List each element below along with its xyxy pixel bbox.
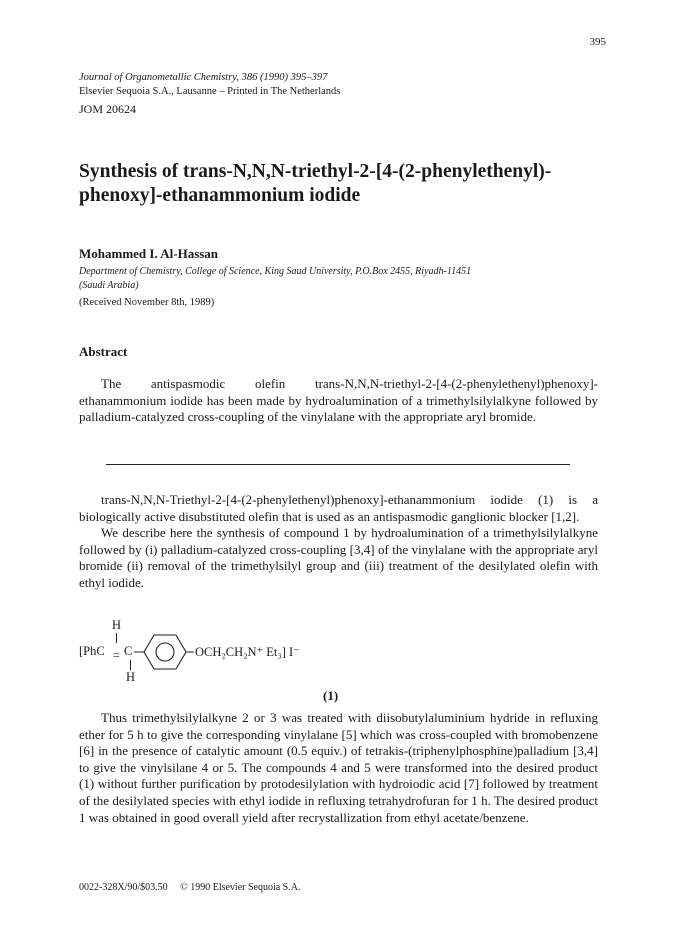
journal-header — [79, 71, 340, 99]
author-name: Mohammed I. Al-Hassan — [79, 246, 219, 261]
paragraph-1: trans-N,N,N-Triethyl-2-[4-(2-phenylethenyl)phenoxy]-ethanammonium iodide (1) is a biologically active disubstituted olefin that is used as an antispasmodic ganglionic blocker [1,2]. — [79, 492, 598, 524]
structure-bond-bottom — [130, 660, 131, 670]
received-date: (Received November 8th, 1989) — [79, 297, 215, 308]
chemical-structure — [79, 618, 379, 688]
structure-c: C — [124, 644, 133, 658]
paragraph-2: We describe here the synthesis of compound 1 by hydroalumination of a trimethylsilylalkyne followed by (i) palladium-catalyzed cross-coupling [3,4] of the vinylalane with the appropriate aryl bromide (ii) removal of the trimethylsilyl group and (iii) treatment of the desilylated olefin with ethyl iodide. — [79, 525, 598, 590]
compound-label: (1) — [323, 688, 339, 703]
structure-bond-top — [116, 633, 117, 643]
footer-copyright: 0022-328X/90/$03.50 © 1990 Elsevier Sequoia S.A. — [79, 882, 301, 893]
journal-citation: Journal of Organometallic Chemistry, 386 (1990) 395–397 — [79, 72, 328, 83]
article-code: JOM 20624 — [79, 102, 137, 116]
article-title: Synthesis of trans-N,N,N-triethyl-2-[4-(2-phenylethenyl)-phenoxy]-ethanammonium iodide — [79, 161, 552, 206]
structure-double-bond: = — [113, 648, 120, 662]
page-number: 395 — [589, 36, 606, 48]
author-affiliation: Department of Chemistry, College of Science, King Saud University, P.O.Box 2455, Riyadh-11451 (Saudi Arabia) — [79, 266, 472, 291]
structure-right: OCH₂CH₂N⁺ Et₃] I⁻ — [195, 645, 300, 659]
publisher-line: Elsevier Sequoia S.A., Lausanne – Printed in The Netherlands — [79, 86, 341, 97]
body-intro — [79, 492, 598, 592]
structure-left: [PhC — [79, 644, 105, 658]
abstract-heading: Abstract — [79, 344, 128, 359]
abstract-text: The antispasmodic olefin trans-N,N,N-triethyl-2-[4-(2-phenylethenyl)phenoxy]-ethanammonium iodide has been made by hydroalumination of a trimethylsilylalkyne followed by palladium-catalyzed cross-coupling of the vinylalane with the appropriate aryl bromide. — [79, 376, 598, 425]
structure-h-bottom: H — [126, 670, 136, 684]
structure-h-top: H — [112, 618, 122, 632]
paragraph-3: Thus trimethylsilylalkyne 2 or 3 was treated with diisobutylaluminium hydride in refluxing ether for 5 h to give the corresponding vinylalane [5] which was cross-coupled with bromobenzene [6] in the presence of catalytic amount (0.5 equiv.) of tetrakis-(triphenylphosphine)palladium [3,4] to give the vinylsilane 4 or 5. The compounds 4 and 5 were transformed into the desired product (1) without further purification by protodesilylation with hydroiodic acid [7] followed by treatment of the desilylated species with ethyl iodide in refluxing tetrahydrofuran for 1 h. The desired product 1 was obtained in good overall yield after recrystallization from ethyl acetate/benzene. — [79, 710, 598, 825]
section-divider — [106, 464, 570, 465]
